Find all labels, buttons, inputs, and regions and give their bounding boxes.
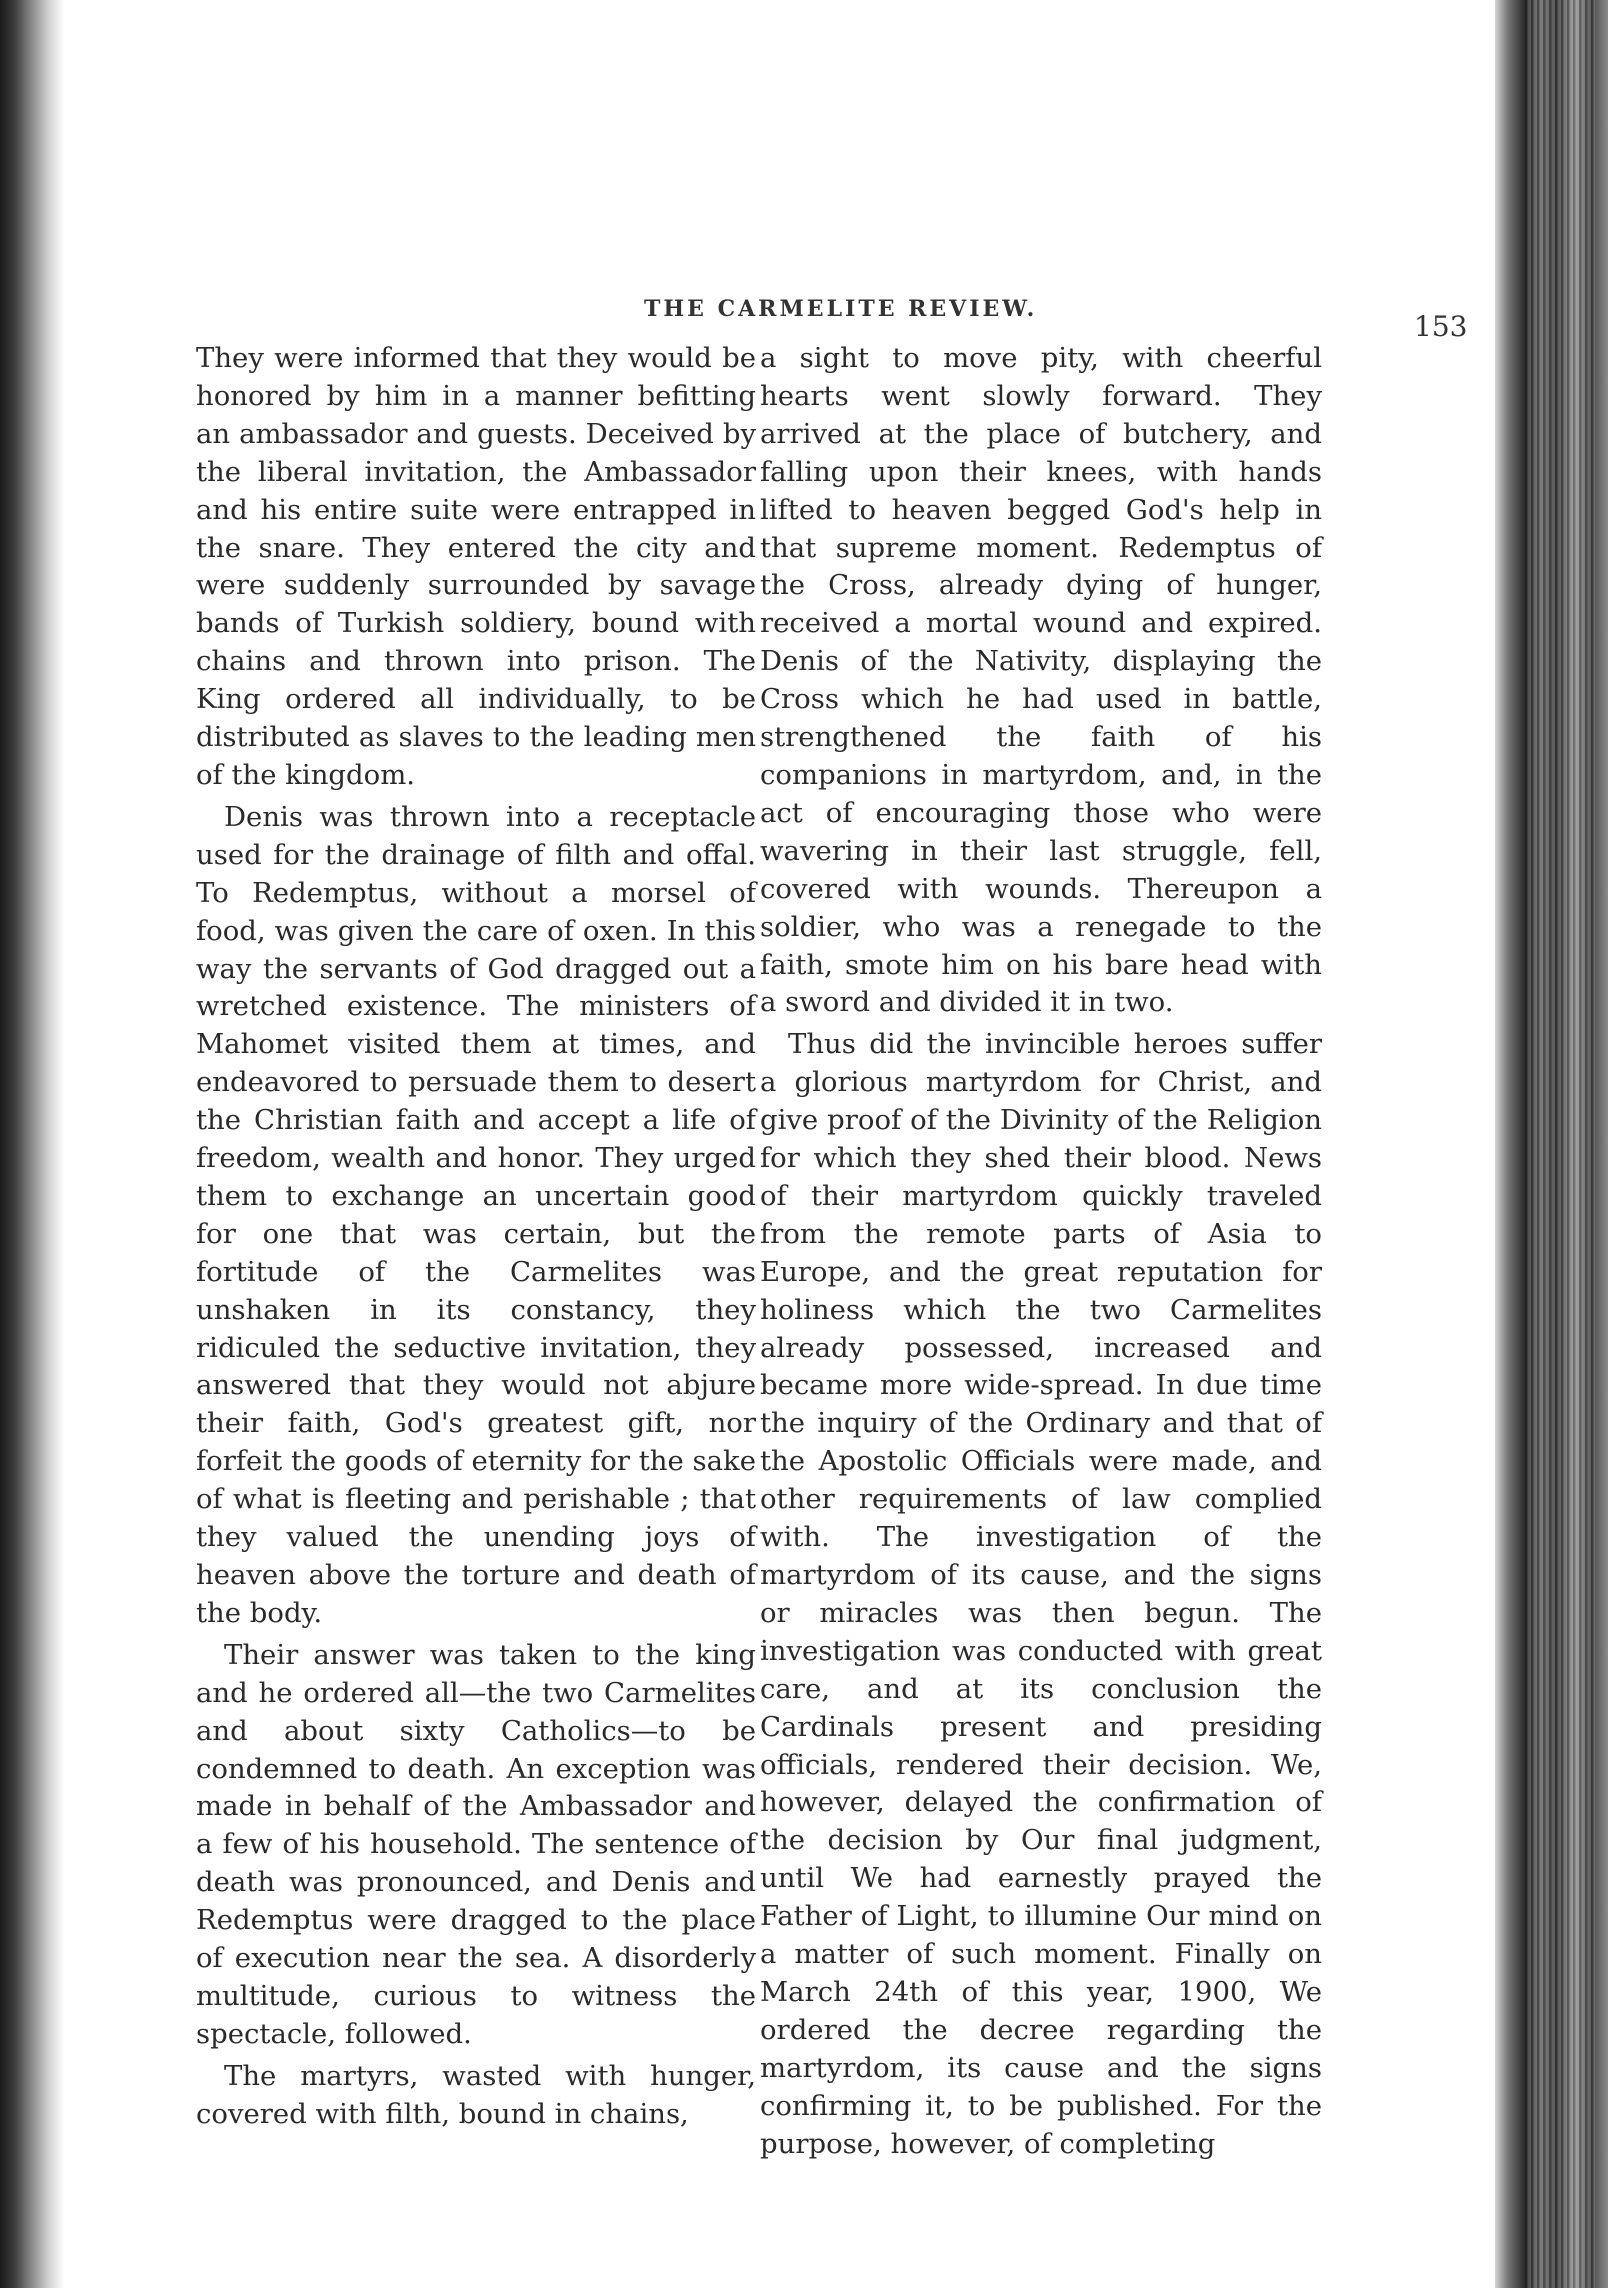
book-page bbox=[64, 0, 1495, 2288]
left-column bbox=[196, 340, 756, 2134]
paragraph: Their answer was taken to the king and he ordered all—the two Carmelites and about sixty Catholics—to be condemned to death. An exception was made in behalf of the Ambassador and a few of his household. The sentence of death was pronounced, and Denis and Redemptus were dragged to the place of execution near the sea. A disorderly multitude, curious to witness the spectacle, followed. bbox=[196, 1638, 756, 2050]
paragraph: They were informed that they would be honored by him in a manner befitting an ambassador and guests. Deceived by the liberal invitation, the Ambassador and his entire suite were entrapped in the snare. They entered the city and were suddenly surrounded by savage bands of Turkish soldiery, bound with chains and thrown into prison. The King ordered all individually, to be distributed as slaves to the leading men of the kingdom. bbox=[196, 342, 756, 791]
running-title: THE CARMELITE REVIEW. bbox=[644, 296, 1038, 322]
page-number: 153 bbox=[1414, 310, 1468, 343]
scan-left-shadow bbox=[0, 0, 64, 2288]
right-column bbox=[760, 340, 1322, 2164]
paragraph: The martyrs, wasted with hunger, covered with filth, bound in chains, bbox=[196, 2059, 756, 2130]
paragraph: Denis was thrown into a receptacle used for the drainage of filth and offal. To Redemptus, without a morsel of food, was given the care of oxen. In this way the servants of God dragged out a wretched existence. The ministers of Mahomet visited them at times, and endeavored to persuade them to desert the Christian faith and accept a life of freedom, wealth and honor. They urged them to exchange an uncertain good for one that was certain, but the fortitude of the Carmelites was unshaken in its constancy, they ridiculed the seductive invitation, they answered that they would not abjure their faith, God's greatest gift, nor forfeit the goods of eternity for the sake of what is fleeting and perishable ; that they valued the unending joys of heaven above the torture and death of the body. bbox=[196, 800, 756, 1629]
paragraph: Thus did the invincible heroes suffer a glorious martyrdom for Christ, and give proof of the Divinity of the Religion for which they shed their blood. News of their martyrdom quickly traveled from the remote parts of Asia to Europe, and the great reputation for holiness which the two Carmelites already possessed, increased and became more wide-spread. In due time the inquiry of the Ordinary and that of the Apostolic Officials were made, and other requirements of law complied with. The investigation of the martyrdom of its cause, and the signs or miracles was then begun. The investigation was conducted with great care, and at its conclusion the Cardinals present and presiding officials, rendered their decision. We, however, delayed the confirmation of the decision by Our final judgment, until We had earnestly prayed the Father of Light, to illumine Our mind on a matter of such moment. Finally on March 24th of this year, 1900, We ordered the decree regarding the martyrdom, its cause and the signs confirming it, to be published. For the purpose, however, of completing bbox=[760, 1028, 1322, 2160]
book-page-edges bbox=[1495, 0, 1608, 2288]
paragraph: a sight to move pity, with cheerful hearts went slowly forward. They arrived at the place of butchery, and falling upon their knees, with hands lifted to heaven begged God's help in that supreme moment. Redemptus of the Cross, already dying of hunger, received a mortal wound and expired. Denis of the Nativity, displaying the Cross which he had used in battle, strengthened the faith of his companions in martyrdom, and, in the act of encouraging those who were wavering in their last struggle, fell, covered with wounds. Thereupon a soldier, who was a renegade to the faith, smote him on his bare head with a sword and divided it in two. bbox=[760, 342, 1322, 1019]
